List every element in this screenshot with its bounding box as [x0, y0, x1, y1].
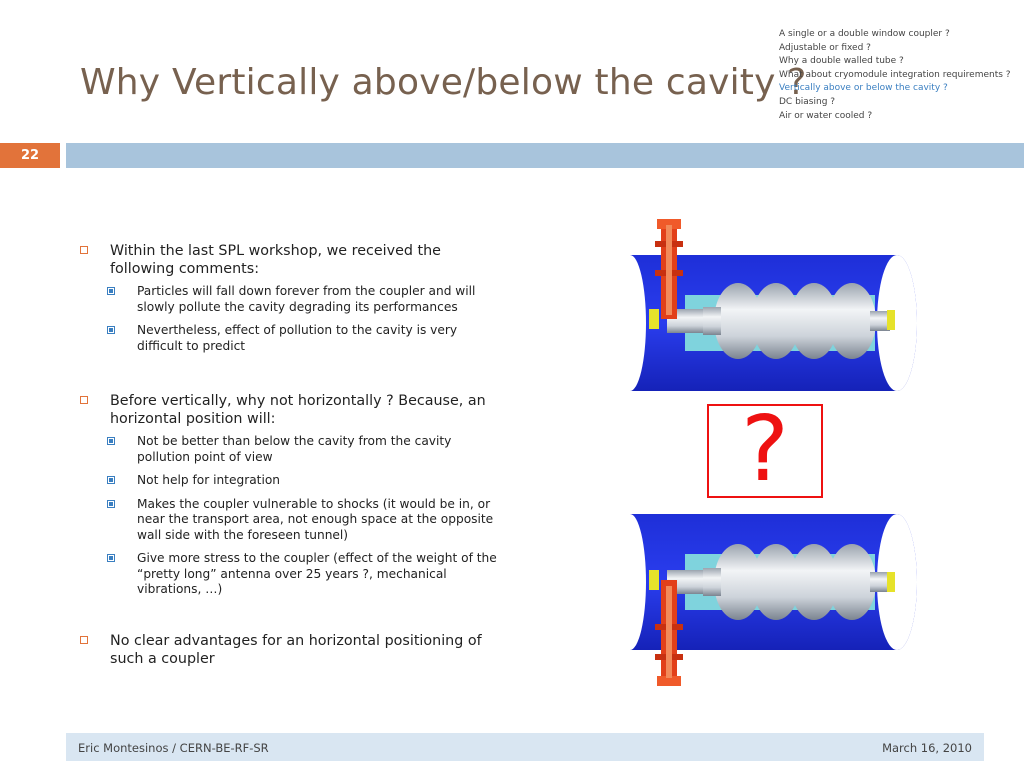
bullet-text: Makes the coupler vulnerable to shocks (it would be in, or near the transport area, not enough space at the opposite wall side with the foreseen tunnel) — [137, 496, 494, 542]
cavity-coupler-below-illustration — [625, 508, 925, 690]
bullet-level2 — [80, 473, 500, 489]
bullet-text: Before vertically, why not horizontally ? Because, an horizontal position will: — [110, 393, 486, 427]
toc-item[interactable]: Adjustable or fixed ? — [779, 42, 871, 53]
slide-number: 22 — [0, 143, 60, 168]
header-band — [66, 143, 1024, 168]
bullet-level1 — [80, 392, 500, 428]
bullet-level2 — [80, 434, 500, 465]
toc-item[interactable]: What about cryomodule integration requirements ? — [779, 69, 1011, 80]
bullet-text: Not help for integration — [137, 473, 281, 487]
spacer — [80, 362, 500, 392]
spacer — [80, 606, 500, 632]
filled-square-bullet-icon — [107, 500, 115, 508]
bullet-list — [80, 242, 500, 674]
toc-item[interactable]: Air or water cooled ? — [779, 110, 873, 121]
cavity-coupler-above-illustration — [625, 215, 925, 395]
bullet-level2 — [80, 284, 500, 315]
section-navigation — [779, 28, 1019, 123]
bullet-level2 — [80, 551, 500, 598]
square-bullet-icon — [80, 636, 88, 644]
bullet-text: Within the last SPL workshop, we received the following comments: — [110, 243, 441, 277]
bullet-text: Not be better than below the cavity from the cavity pollution point of view — [137, 434, 452, 464]
bullet-text: Nevertheless, effect of pollution to the cavity is very difficult to predict — [137, 323, 458, 353]
toc-item[interactable]: DC biasing ? — [779, 96, 836, 107]
toc-item[interactable]: A single or a double window coupler ? — [779, 29, 950, 39]
bullet-level2 — [80, 497, 500, 544]
toc-item[interactable]: Why a double walled tube ? — [779, 56, 904, 67]
footer-author: Eric Montesinos / CERN-BE-RF-SR — [78, 741, 269, 755]
slide-title: Why Vertically above/below the cavity ? — [80, 62, 807, 103]
filled-square-bullet-icon — [107, 287, 115, 295]
question-mark: ? — [741, 397, 789, 502]
square-bullet-icon — [80, 396, 88, 404]
bullet-text: No clear advantages for an horizontal positioning of such a coupler — [110, 632, 482, 667]
bullet-level1 — [80, 242, 500, 278]
square-bullet-icon — [80, 246, 88, 254]
bullet-text: Particles will fall down forever from the coupler and will slowly pollute the cavity degrading its performances — [137, 284, 476, 314]
bullet-text: Give more stress to the coupler (effect of the weight of the “pretty long” antenna over 25 years ?, mechanical vibrations, …) — [137, 551, 497, 596]
question-box — [707, 397, 823, 502]
footer-date: March 16, 2010 — [882, 741, 972, 755]
filled-square-bullet-icon — [107, 326, 115, 334]
footer-bar — [66, 733, 984, 761]
bullet-level1 — [80, 632, 500, 668]
bullet-level2 — [80, 323, 500, 354]
filled-square-bullet-icon — [107, 437, 115, 445]
filled-square-bullet-icon — [107, 476, 115, 484]
filled-square-bullet-icon — [107, 554, 115, 562]
toc-item-active[interactable]: Vertically above or below the cavity ? — [779, 83, 948, 94]
